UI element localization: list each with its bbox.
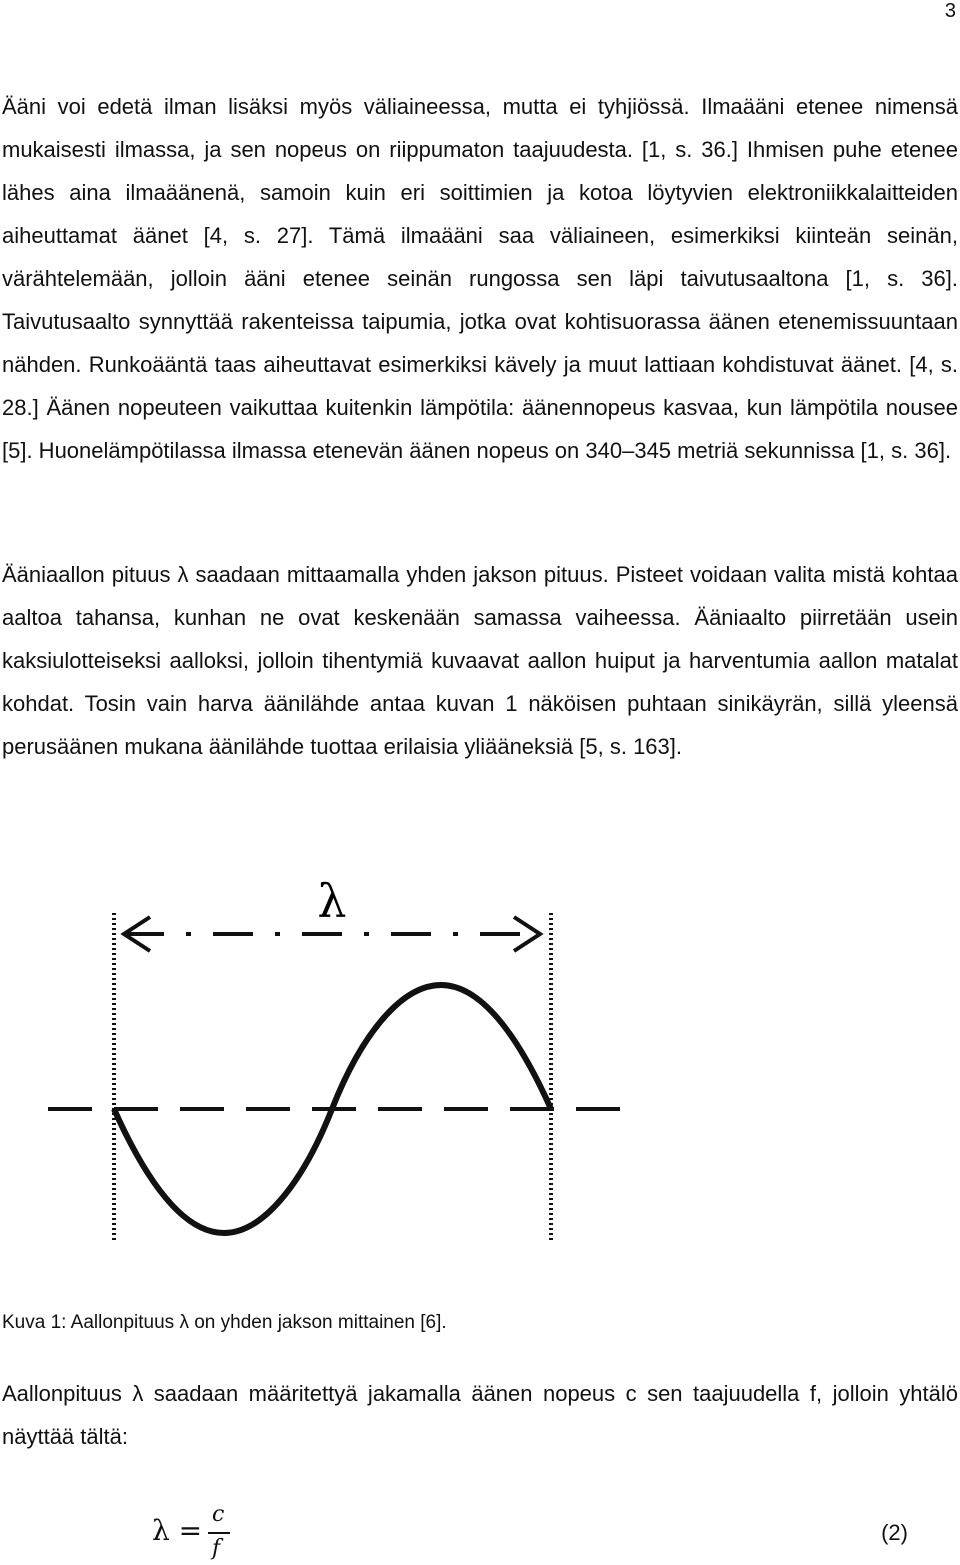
wavelength-equation bbox=[152, 1500, 242, 1565]
lambda-label: λ bbox=[317, 874, 347, 928]
paragraph-equation-intro: Aallonpituus λ saadaan määritettyä jakamalla äänen nopeus c sen taajuudella f, jolloin yhtälö näyttää tältä: bbox=[2, 1381, 958, 1449]
equation-numerator: c bbox=[212, 1502, 225, 1527]
equation-number: (2) bbox=[881, 1520, 908, 1545]
fraction-bar bbox=[208, 1532, 230, 1534]
sine-wave-diagram bbox=[40, 855, 640, 1255]
equation-lhs: λ = bbox=[152, 1514, 203, 1547]
paragraph-wavelength: Ääniaallon pituus λ saadaan mittaamalla yhden jakson pituus. Pisteet voidaan valita mistä kohtaa aaltoa tahansa, kunhan ne ovat keskenään samassa vaiheessa. Ääniaalto piirretään usein kaksiulotteiseksi aalloksi, jolloin tihentymiä kuvaavat aallon huiput ja harventumia aallon matalat kohdat. Tosin vain harva äänilähde antaa kuvan 1 näköisen puhtaan sinikäyrän, sillä yleensä perusäänen mukana äänilähde tuottaa erilaisia yliääneksiä [5, s. 163]. bbox=[2, 562, 958, 759]
equation-denominator: f bbox=[212, 1536, 221, 1561]
wavelength-figure bbox=[40, 855, 640, 1255]
figure-caption: Kuva 1: Aallonpituus λ on yhden jakson mittainen [6]. bbox=[2, 1312, 447, 1333]
paragraph-sound-propagation: Ääni voi edetä ilman lisäksi myös väliaineessa, mutta ei tyhjiössä. Ilmaääni etenee nimensä mukaisesti ilmassa, ja sen nopeus on riippumaton taajuudesta. [1, s. 36.] Ihmisen puhe etenee lähes aina ilmaäänenä, samoin kuin eri soittimien ja kotoa löytyvien elektroniikkalaitteiden aiheuttamat äänet [4, s. 27]. Tämä ilmaääni saa väliaineen, esimerkiksi kiinteän seinän, värähtelemään, jolloin ääni etenee seinän rungossa sen läpi taivutusaaltona [1, s. 36]. Taivutusaalto synnyttää rakenteissa taipumia, jotka ovat kohtisuorassa äänen etenemissuuntaan nähden. Runkoääntä taas aiheuttavat esimerkiksi kävely ja muut lattiaan kohdistuvat äänet. [4, s. 28.] Äänen nopeuteen vaikuttaa kuitenkin lämpötila: äänennopeus kasvaa, kun lämpötila nousee [5]. Huonelämpötilassa ilmassa etenevän äänen nopeus on 340–345 metriä sekunnissa [1, s. 36]. bbox=[2, 94, 958, 463]
page-number: 3 bbox=[944, 0, 956, 22]
